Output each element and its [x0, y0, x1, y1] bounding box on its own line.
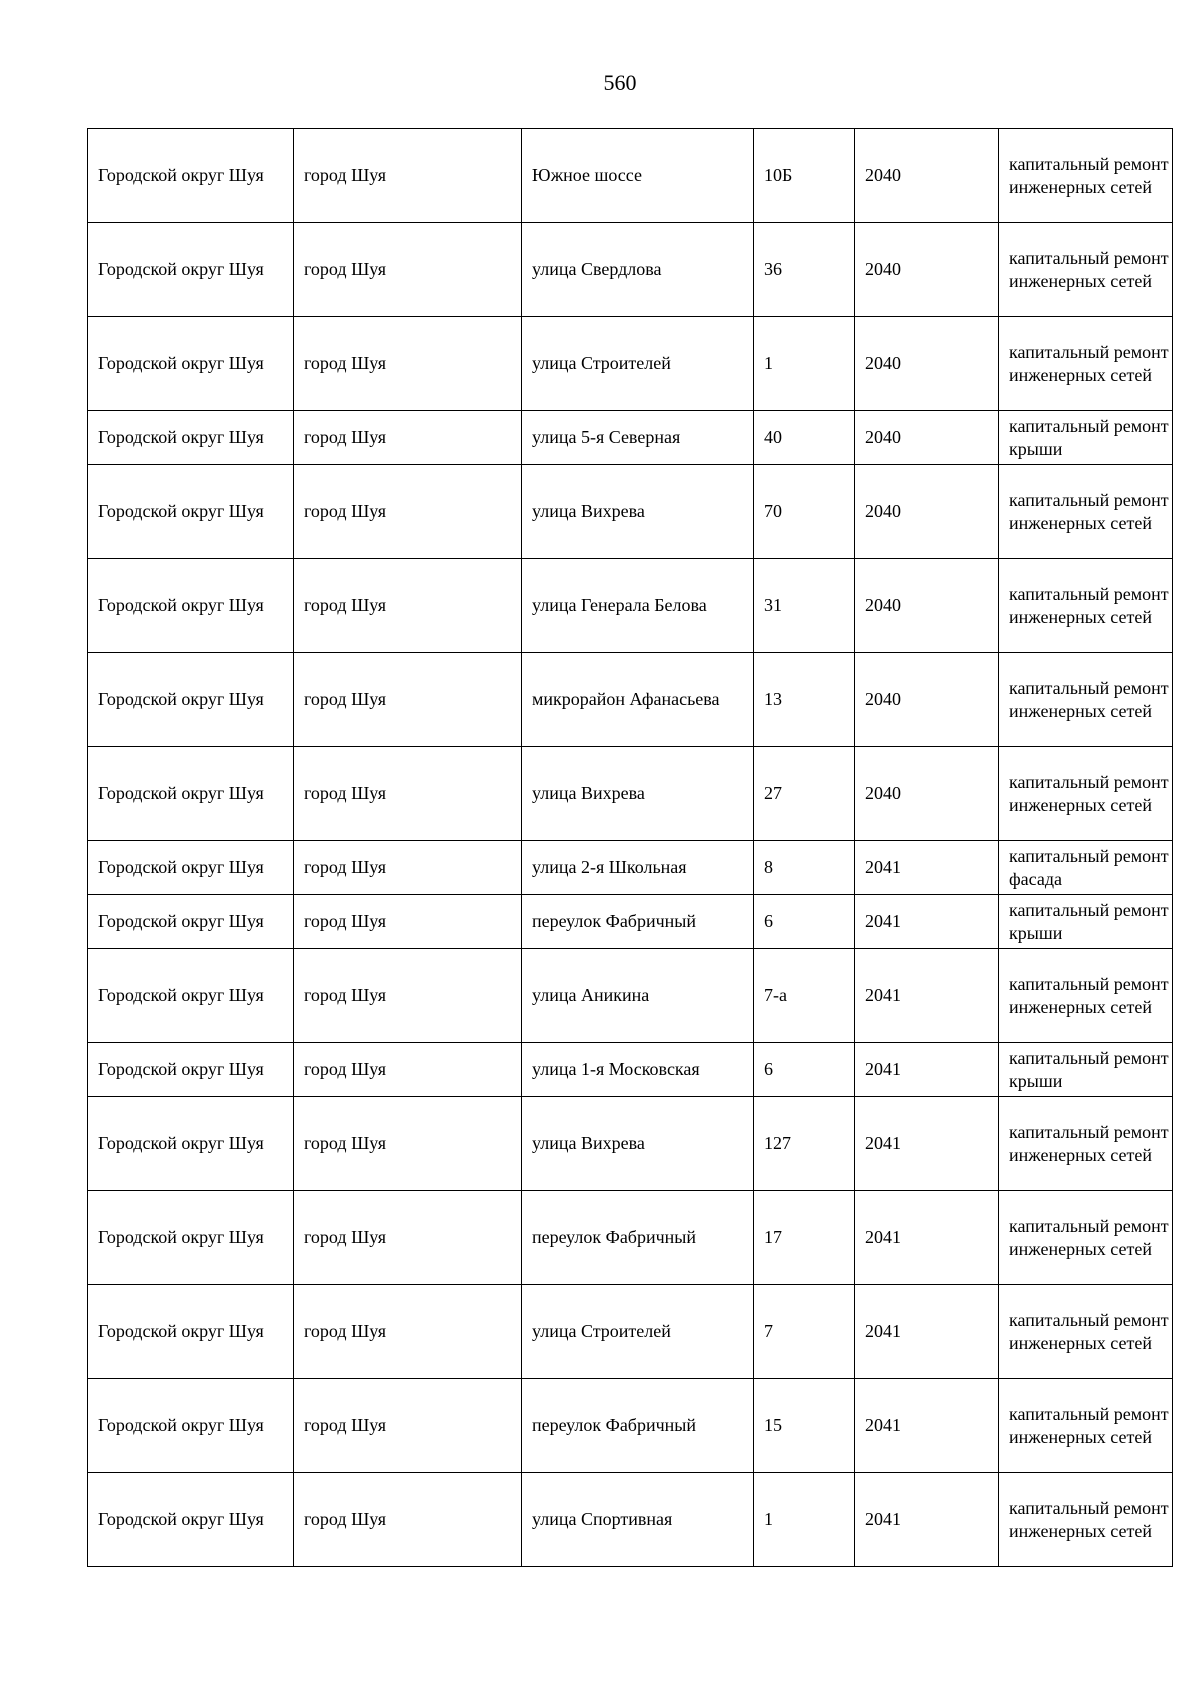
year-cell: 2041 — [855, 1097, 999, 1191]
house-number-cell: 127 — [754, 1097, 855, 1191]
register-table-body — [88, 129, 1173, 1567]
street-cell: улица Свердлова — [522, 223, 754, 317]
work-type-cell: капитальный ремонт инженерных сетей — [999, 1473, 1173, 1567]
house-number-cell: 13 — [754, 653, 855, 747]
house-number-cell: 36 — [754, 223, 855, 317]
year-cell: 2040 — [855, 747, 999, 841]
work-type-cell: капитальный ремонт инженерных сетей — [999, 653, 1173, 747]
year-cell: 2040 — [855, 317, 999, 411]
year-cell: 2041 — [855, 1043, 999, 1097]
street-cell: переулок Фабричный — [522, 1191, 754, 1285]
district-cell: Городской округ Шуя — [88, 411, 294, 465]
locality-cell: город Шуя — [294, 411, 522, 465]
house-number-cell: 1 — [754, 317, 855, 411]
table-row — [88, 411, 1173, 465]
work-type-cell: капитальный ремонт инженерных сетей — [999, 465, 1173, 559]
page-number: 560 — [603, 70, 637, 95]
locality-cell: город Шуя — [294, 895, 522, 949]
house-number-cell: 8 — [754, 841, 855, 895]
street-cell: улица Строителей — [522, 1285, 754, 1379]
table-row — [88, 1379, 1173, 1473]
locality-cell: город Шуя — [294, 1285, 522, 1379]
year-cell: 2041 — [855, 1379, 999, 1473]
work-type-cell: капитальный ремонт инженерных сетей — [999, 223, 1173, 317]
locality-cell: город Шуя — [294, 559, 522, 653]
year-cell: 2041 — [855, 1285, 999, 1379]
locality-cell: город Шуя — [294, 129, 522, 223]
house-number-cell: 10Б — [754, 129, 855, 223]
district-cell: Городской округ Шуя — [88, 949, 294, 1043]
table-row — [88, 1285, 1173, 1379]
year-cell: 2041 — [855, 949, 999, 1043]
street-cell: микрорайон Афанасьева — [522, 653, 754, 747]
work-type-cell: капитальный ремонт инженерных сетей — [999, 129, 1173, 223]
work-type-cell: капитальный ремонт крыши — [999, 1043, 1173, 1097]
year-cell: 2040 — [855, 411, 999, 465]
house-number-cell: 70 — [754, 465, 855, 559]
locality-cell: город Шуя — [294, 223, 522, 317]
street-cell: улица Генерала Белова — [522, 559, 754, 653]
table-row — [88, 747, 1173, 841]
work-type-cell: капитальный ремонт инженерных сетей — [999, 949, 1173, 1043]
locality-cell: город Шуя — [294, 1097, 522, 1191]
street-cell: Южное шоссе — [522, 129, 754, 223]
locality-cell: город Шуя — [294, 1191, 522, 1285]
house-number-cell: 15 — [754, 1379, 855, 1473]
table-row — [88, 949, 1173, 1043]
district-cell: Городской округ Шуя — [88, 747, 294, 841]
street-cell: улица 5-я Северная — [522, 411, 754, 465]
street-cell: улица Строителей — [522, 317, 754, 411]
year-cell: 2040 — [855, 129, 999, 223]
work-type-cell: капитальный ремонт инженерных сетей — [999, 1379, 1173, 1473]
locality-cell: город Шуя — [294, 1473, 522, 1567]
house-number-cell: 17 — [754, 1191, 855, 1285]
table-row — [88, 1043, 1173, 1097]
street-cell: улица Аникина — [522, 949, 754, 1043]
year-cell: 2041 — [855, 1473, 999, 1567]
work-type-cell: капитальный ремонт инженерных сетей — [999, 1285, 1173, 1379]
district-cell: Городской округ Шуя — [88, 129, 294, 223]
table-row — [88, 895, 1173, 949]
locality-cell: город Шуя — [294, 747, 522, 841]
locality-cell: город Шуя — [294, 949, 522, 1043]
street-cell: улица Вихрева — [522, 747, 754, 841]
year-cell: 2041 — [855, 841, 999, 895]
work-type-cell: капитальный ремонт инженерных сетей — [999, 747, 1173, 841]
district-cell: Городской округ Шуя — [88, 653, 294, 747]
work-type-cell: капитальный ремонт крыши — [999, 895, 1173, 949]
register-table — [87, 128, 1173, 1567]
locality-cell: город Шуя — [294, 1379, 522, 1473]
district-cell: Городской округ Шуя — [88, 841, 294, 895]
work-type-cell: капитальный ремонт крыши — [999, 411, 1173, 465]
district-cell: Городской округ Шуя — [88, 223, 294, 317]
work-type-cell: капитальный ремонт инженерных сетей — [999, 1191, 1173, 1285]
house-number-cell: 7-а — [754, 949, 855, 1043]
street-cell: переулок Фабричный — [522, 895, 754, 949]
house-number-cell: 7 — [754, 1285, 855, 1379]
district-cell: Городской округ Шуя — [88, 465, 294, 559]
house-number-cell: 27 — [754, 747, 855, 841]
work-type-cell: капитальный ремонт инженерных сетей — [999, 317, 1173, 411]
district-cell: Городской округ Шуя — [88, 1473, 294, 1567]
work-type-cell: капитальный ремонт фасада — [999, 841, 1173, 895]
district-cell: Городской округ Шуя — [88, 559, 294, 653]
locality-cell: город Шуя — [294, 1043, 522, 1097]
street-cell: переулок Фабричный — [522, 1379, 754, 1473]
year-cell: 2041 — [855, 1191, 999, 1285]
table-row — [88, 653, 1173, 747]
locality-cell: город Шуя — [294, 317, 522, 411]
street-cell: улица 2-я Школьная — [522, 841, 754, 895]
district-cell: Городской округ Шуя — [88, 1191, 294, 1285]
house-number-cell: 1 — [754, 1473, 855, 1567]
locality-cell: город Шуя — [294, 841, 522, 895]
work-type-cell: капитальный ремонт инженерных сетей — [999, 559, 1173, 653]
table-row — [88, 841, 1173, 895]
house-number-cell: 6 — [754, 1043, 855, 1097]
district-cell: Городской округ Шуя — [88, 1097, 294, 1191]
district-cell: Городской округ Шуя — [88, 895, 294, 949]
house-number-cell: 6 — [754, 895, 855, 949]
table-row — [88, 129, 1173, 223]
table-row — [88, 1473, 1173, 1567]
work-type-cell: капитальный ремонт инженерных сетей — [999, 1097, 1173, 1191]
year-cell: 2040 — [855, 653, 999, 747]
street-cell: улица Вихрева — [522, 1097, 754, 1191]
district-cell: Городской округ Шуя — [88, 1285, 294, 1379]
table-row — [88, 1191, 1173, 1285]
table-row — [88, 1097, 1173, 1191]
year-cell: 2040 — [855, 223, 999, 317]
locality-cell: город Шуя — [294, 465, 522, 559]
district-cell: Городской округ Шуя — [88, 1379, 294, 1473]
street-cell: улица 1-я Московская — [522, 1043, 754, 1097]
district-cell: Городской округ Шуя — [88, 317, 294, 411]
table-row — [88, 465, 1173, 559]
table-row — [88, 223, 1173, 317]
year-cell: 2040 — [855, 465, 999, 559]
district-cell: Городской округ Шуя — [88, 1043, 294, 1097]
year-cell: 2041 — [855, 895, 999, 949]
table-row — [88, 317, 1173, 411]
locality-cell: город Шуя — [294, 653, 522, 747]
street-cell: улица Спортивная — [522, 1473, 754, 1567]
year-cell: 2040 — [855, 559, 999, 653]
house-number-cell: 31 — [754, 559, 855, 653]
house-number-cell: 40 — [754, 411, 855, 465]
street-cell: улица Вихрева — [522, 465, 754, 559]
table-row — [88, 559, 1173, 653]
